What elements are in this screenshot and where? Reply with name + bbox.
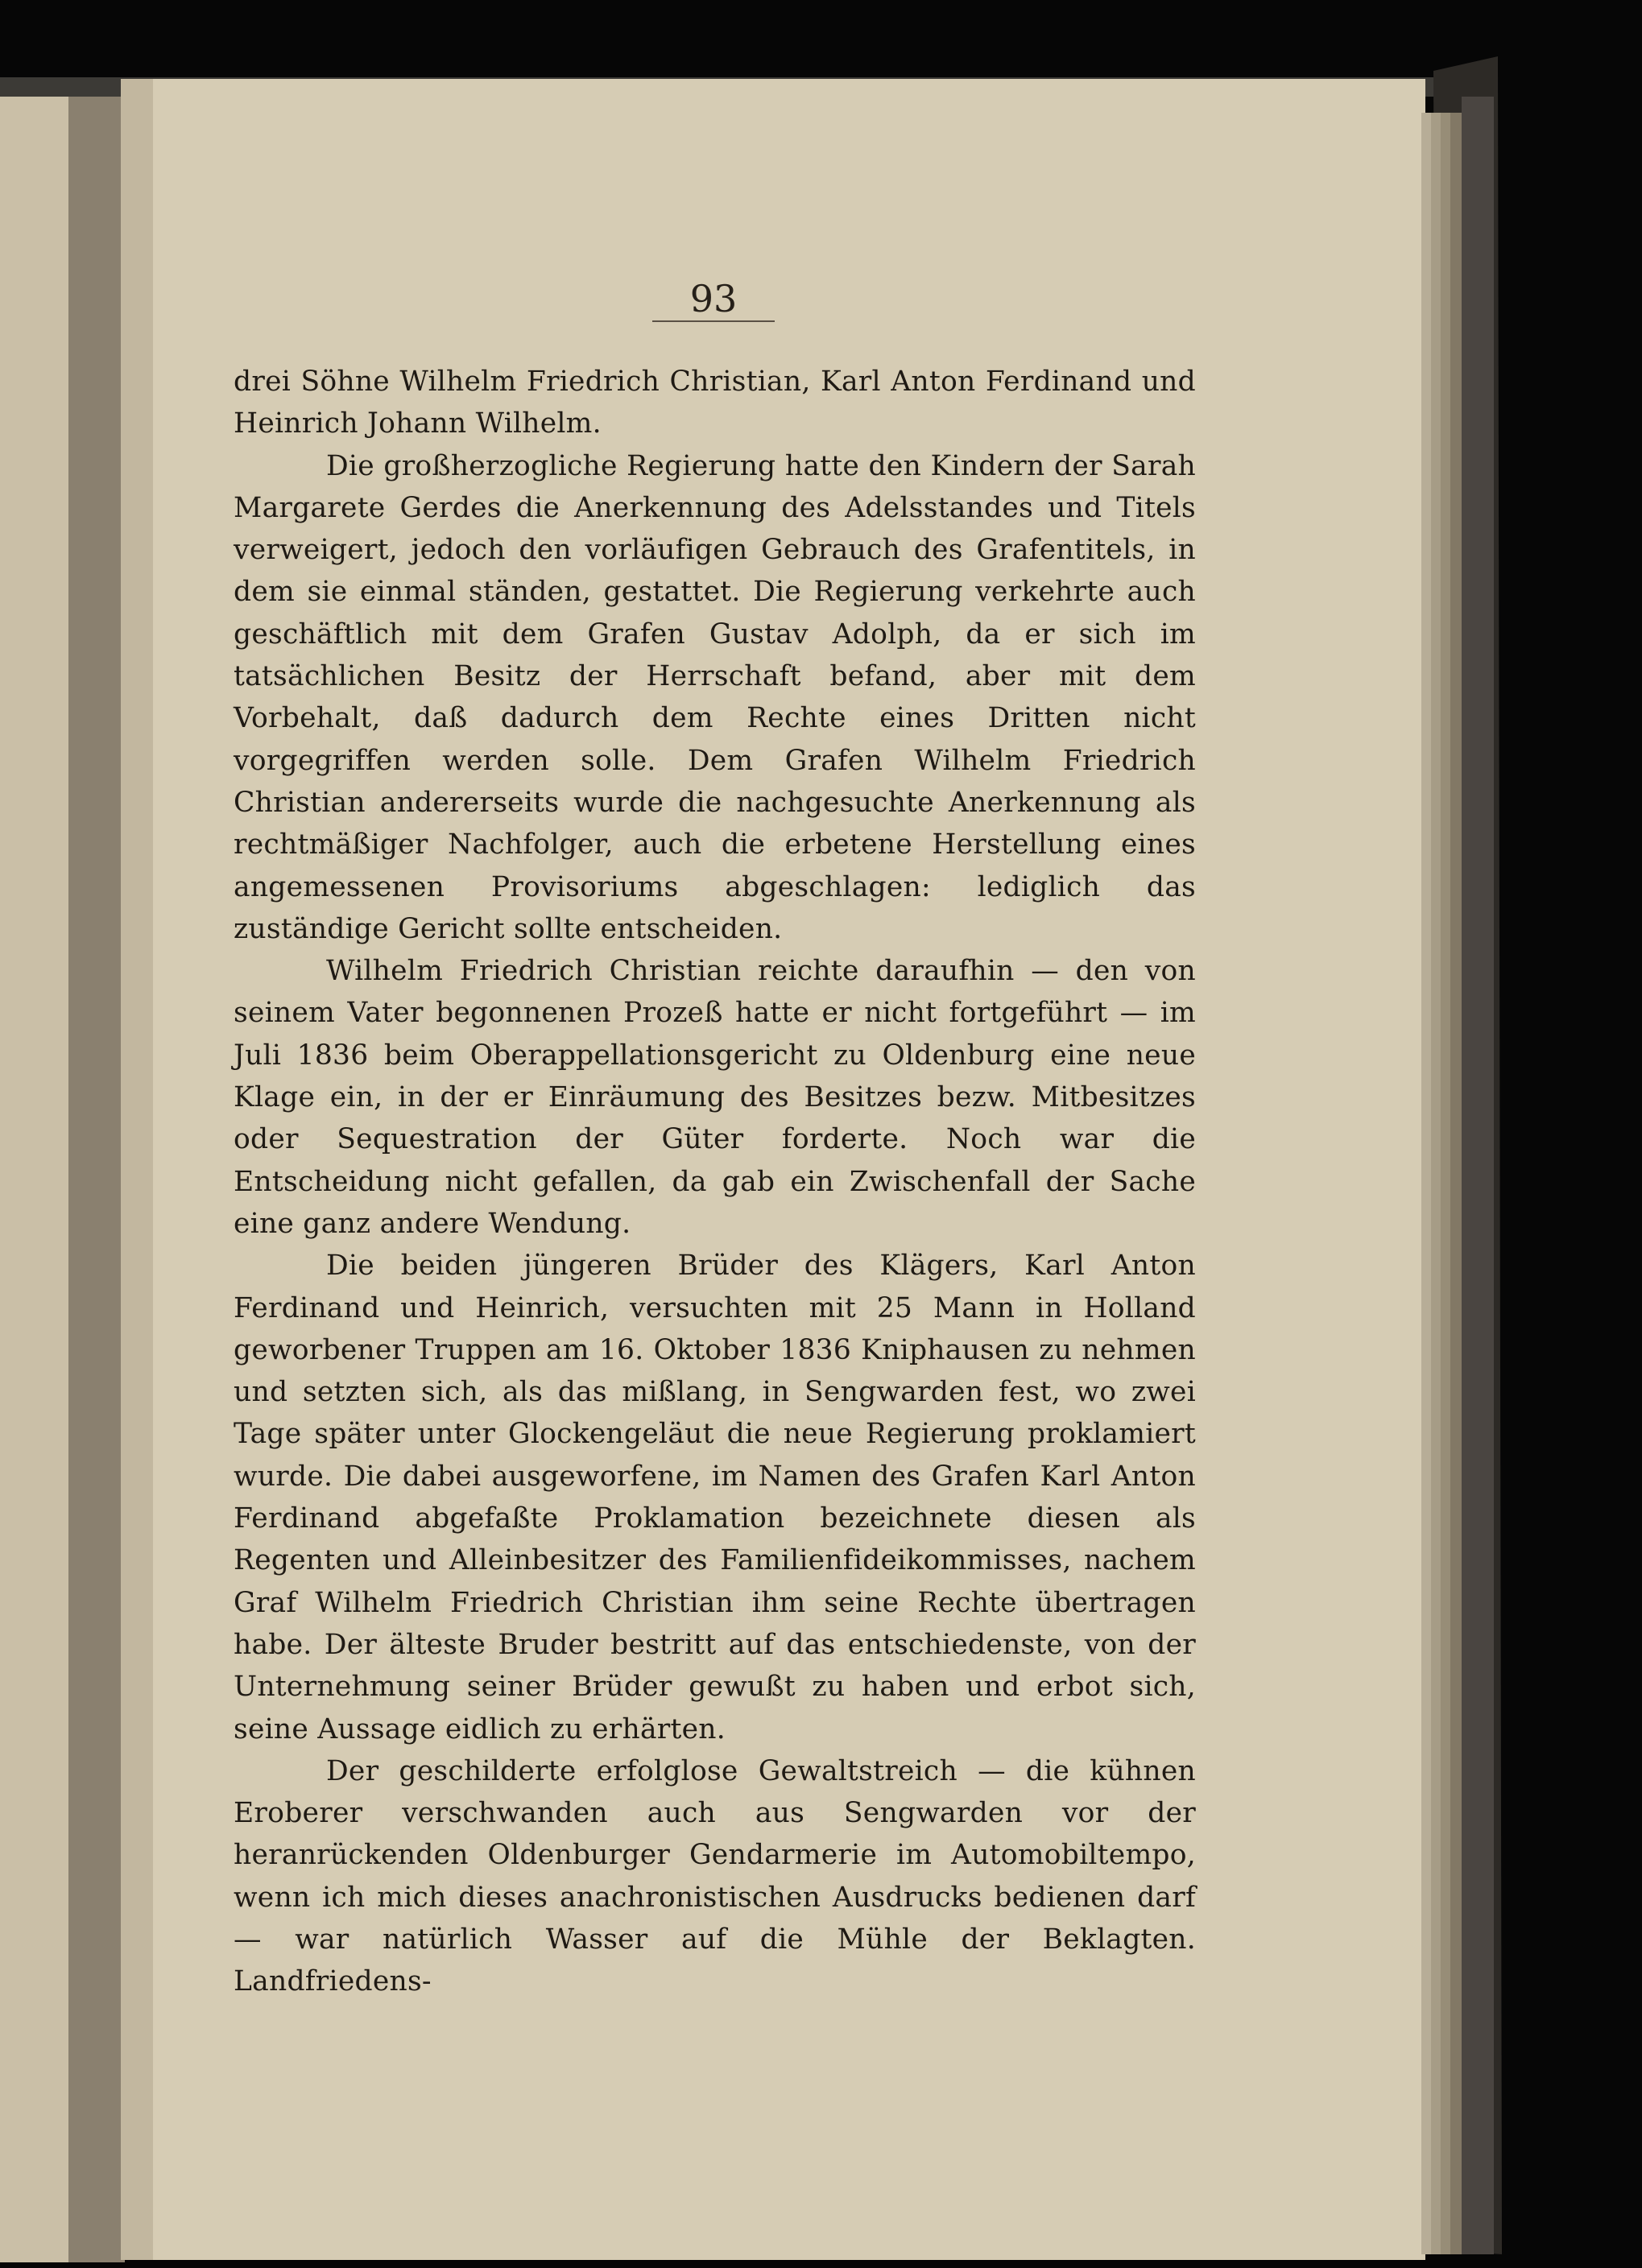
page-stack-edge-2: [1431, 113, 1441, 2254]
paragraph-5: Der geschilderte erfolglose Gewaltstreich — die kühnen Eroberer verschwanden auch aus Sengwarden vor der heranrückenden Oldenburger Gendarmerie im Automobiltempo, wenn ich mich dieses anachronistischen Ausdrucks bedienen darf — war natürlich Wasser auf die Mühle der Beklagten. Landfriedens-: [234, 1754, 1196, 1998]
left-facing-page: [0, 97, 68, 2262]
paragraph-2: Die großherzogliche Regierung hatte den Kindern der Sarah Margarete Gerdes die Anerkennung des Adelsstandes und Titels verweigert, jedoch den vorläufigen Gebrauch des Grafentitels, in dem sie einmal ständen, gestattet. Die Regierung verkehrte auch geschäftlich mit dem Grafen Gustav Adolph, da er sich im tatsächlichen Besitz der Herrschaft befand, aber mit dem Vorbehalt, daß dadurch dem Rechte eines Dritten nicht vorgegriffen werden solle. Dem Grafen Wilhelm Friedrich Christian andererseits wurde die nachgesuchte Anerkennung als rechtmäßiger Nachfolger, auch die erbetene Herstellung eines angemessenen Provisoriums abgeschlagen: lediglich das zuständige Gericht sollte entscheiden.: [234, 449, 1196, 945]
book-cover-spine-right: [1462, 97, 1494, 2254]
page-stack-edge-3: [1441, 113, 1450, 2254]
paragraph-4: Die beiden jüngeren Brüder des Klägers, Karl Anton Ferdinand und Heinrich, versuchten mit 25 Mann in Holland geworbener Truppen am 16. Oktober 1836 Kniphausen zu nehmen und setzten sich, als das mißlang, in Sengwarden fest, wo zwei Tage später unter Glockengeläut die neue Regierung proklamiert wurde. Die dabei ausgeworfene, im Namen des Grafen Karl Anton Ferdinand abgefaßte Proklamation bezeichnete diesen als Regenten und Alleinbesitzer des Familienfideikommisses, nachem Graf Wilhelm Friedrich Christian ihm seine Rechte übertragen habe. Der älteste Bruder bestritt auf das entschiedenste, von der Unternehmung seiner Brüder gewußt zu haben und erbot sich, seine Aussage eidlich zu erhärten.: [234, 1250, 1196, 1745]
page-number: 93: [652, 277, 775, 322]
page-body-text: [234, 361, 1196, 2003]
gutter-shadow: [68, 97, 125, 2262]
page-stack-edge-4: [1450, 113, 1462, 2254]
paragraph-3: Wilhelm Friedrich Christian reichte daraufhin — den von seinem Vater begonnenen Prozeß hatte er nicht fortgeführt — im Juli 1836 beim Oberappellationsgericht zu Oldenburg eine neue Klage ein, in der er Einräumung des Besitzes bezw. Mitbesitzes oder Sequestration der Güter forderte. Noch war die Entscheidung nicht gefallen, da gab ein Zwischenfall der Sache eine ganz andere Wendung.: [234, 955, 1196, 1240]
paragraph-1: drei Söhne Wilhelm Friedrich Christian, Karl Anton Ferdinand und Heinrich Johann Wilhelm.: [234, 366, 1196, 440]
